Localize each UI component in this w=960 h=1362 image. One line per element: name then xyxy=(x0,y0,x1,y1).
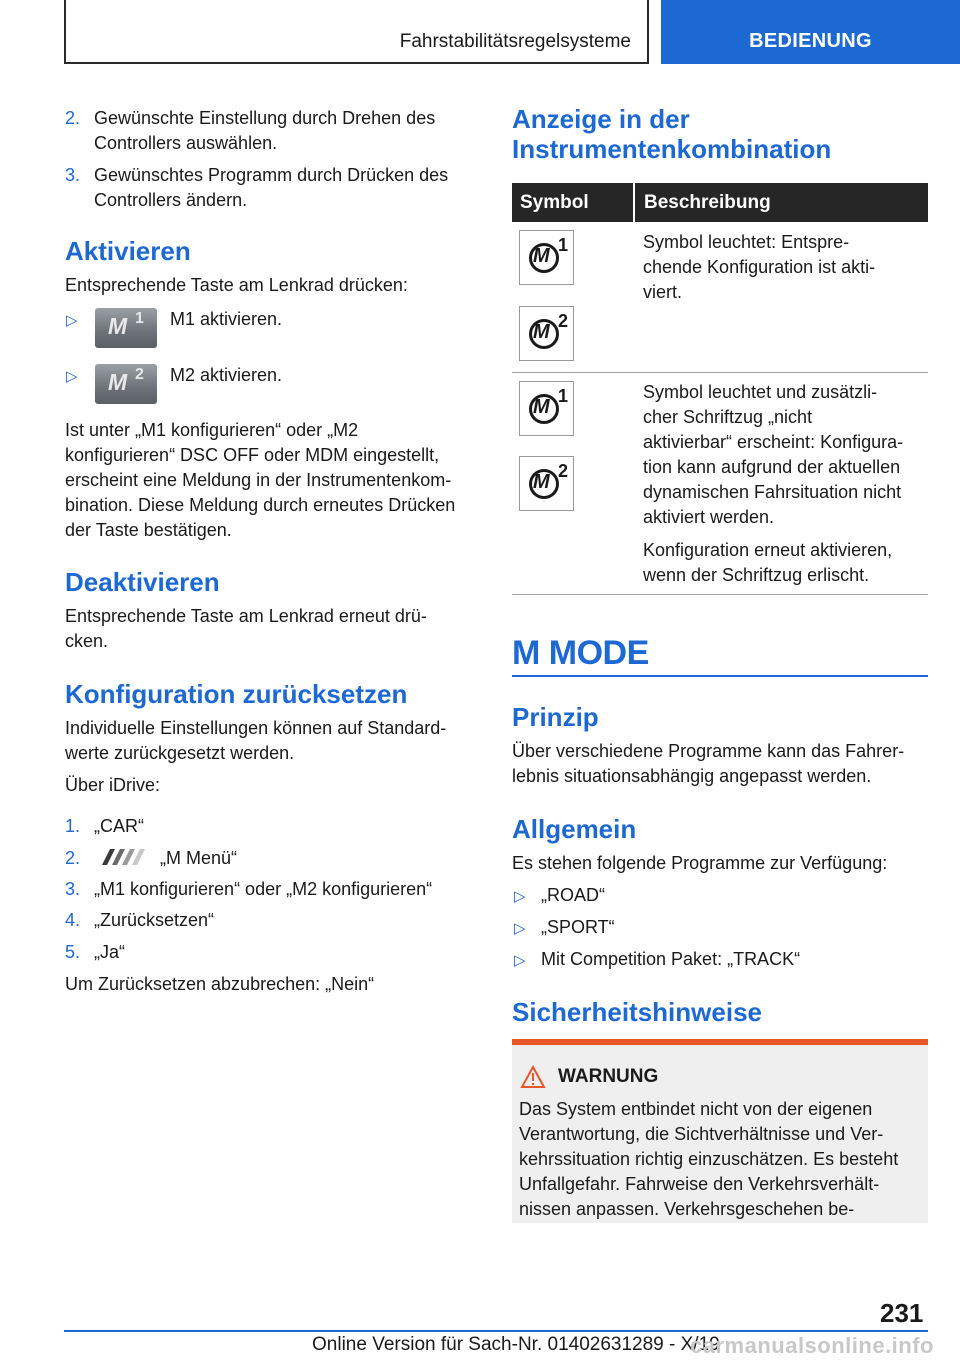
bullet-triangle-icon: ▷ xyxy=(66,312,78,329)
reset-text: Individuelle Einstellungen können auf Standard- werte zurückgesetzt werden. xyxy=(65,718,447,763)
display-title: Anzeige in der Instrumentenkombination xyxy=(512,104,832,164)
step-number: 2. xyxy=(65,108,81,128)
warning-label: WARNUNG xyxy=(558,1066,659,1087)
program-item: „ROAD“ xyxy=(541,885,605,905)
page-number: 231 xyxy=(880,1298,924,1328)
activate-intro: Entsprechende Taste am Lenkrad drücken: xyxy=(65,275,408,295)
reset-via: Über iDrive: xyxy=(65,775,161,795)
step-number: 1. xyxy=(65,816,81,836)
section-title-reset: Konfiguration zurücksetzen xyxy=(65,679,408,709)
header-section-title: Fahrstabilitätsregelsysteme xyxy=(399,31,631,52)
footer-online-version: Online Version für Sach-Nr. 01402631289 - X/19 xyxy=(312,1334,720,1355)
m1-display-icon: M 1 xyxy=(519,230,574,285)
warning-box xyxy=(512,1045,928,1223)
bullet-triangle-icon: ▷ xyxy=(514,888,526,905)
m1-display-icon: M 1 xyxy=(519,381,574,436)
warning-text: Das System entbindet nicht von der eigenen Verantwortung, die Sichtverhältnisse und Ver- kehrssituation richtig einzuschätzen. Es besteht Unfallgefahr. Fahrweise den Verkehrsverhält- nissen anpassen. Verkehrsgeschehen be- xyxy=(519,1099,899,1219)
warning-triangle-icon xyxy=(520,1065,546,1089)
table-row2-description-extra: Konfiguration erneut aktivieren, wenn der Schriftzug erlischt. xyxy=(643,540,893,585)
general-intro: Es stehen folgende Programme zur Verfügung: xyxy=(512,853,888,873)
m1-steering-button-icon: M 1 xyxy=(95,308,157,348)
step-number: 3. xyxy=(65,879,81,899)
activate-note: Ist unter „M1 konfigurieren“ oder „M2 konfigurieren“ DSC OFF oder MDM eingestellt, erscheint eine Meldung in der Instrumentenkom- bination. Diese Meldung durch erneutes Drücken der Taste bestätigen. xyxy=(65,420,456,540)
table-row1-description: Symbol leuchtet: Entspre- chende Konfiguration ist akti- viert. xyxy=(643,232,876,302)
footer-line xyxy=(64,1330,928,1332)
bullet-triangle-icon: ▷ xyxy=(66,368,78,385)
program-item: Mit Competition Paket: „TRACK“ xyxy=(541,949,801,969)
reset-step-text: „Zurücksetzen“ xyxy=(94,910,215,930)
general-title: Allgemein xyxy=(512,814,637,844)
step-text: Gewünschtes Programm durch Drücken des Controllers ändern. xyxy=(94,165,449,210)
mmode-title-underline xyxy=(512,675,928,677)
header-section-box xyxy=(64,0,649,64)
m1-activate-text: M1 aktivieren. xyxy=(170,309,283,329)
table-header-symbol: Symbol xyxy=(512,183,633,222)
reset-cancel-text: Um Zurücksetzen abzubrechen: „Nein“ xyxy=(65,974,375,994)
m2-activate-text: M2 aktivieren. xyxy=(170,365,283,385)
m2-display-icon: M 2 xyxy=(519,306,574,361)
reset-step-text: „Ja“ xyxy=(94,942,125,962)
section-title-deactivate: Deaktivieren xyxy=(65,567,220,597)
reset-step-text: „CAR“ xyxy=(94,816,144,836)
step-text: Gewünschte Einstellung durch Drehen des Controllers auswählen. xyxy=(94,108,436,153)
program-item: „SPORT“ xyxy=(541,917,615,937)
m2-steering-button-icon: M 2 xyxy=(95,364,157,404)
section-title-activate: Aktivieren xyxy=(65,236,191,266)
watermark: carmanualsonline.info xyxy=(690,1333,934,1358)
step-number: 2. xyxy=(65,848,81,868)
step-number: 4. xyxy=(65,910,81,930)
reset-step-text: „M Menü“ xyxy=(160,848,238,868)
principle-text: Über verschiedene Programme kann das Fahrer- lebnis situationsabhängig angepasst werden. xyxy=(512,741,905,786)
table-row2-description: Symbol leuchtet und zusätzli- cher Schriftzug „nicht aktivierbar“ erscheint: Konfigura- tion kann aufgrund der aktuellen dynamischen Fahrsituation nicht aktiviert werden. xyxy=(643,382,904,527)
m-menu-logo-icon xyxy=(98,848,150,866)
bullet-triangle-icon: ▷ xyxy=(514,952,526,969)
table-row-divider xyxy=(512,594,928,595)
principle-title: Prinzip xyxy=(512,702,599,732)
deactivate-text: Entsprechende Taste am Lenkrad erneut drü- cken. xyxy=(65,606,427,651)
header-chapter-tab xyxy=(661,0,960,64)
bullet-triangle-icon: ▷ xyxy=(514,920,526,937)
step-number: 3. xyxy=(65,165,81,185)
table-row-divider xyxy=(512,372,928,373)
table-header-description: Beschreibung xyxy=(635,183,928,222)
step-number: 5. xyxy=(65,942,81,962)
reset-step-text: „M1 konfigurieren“ oder „M2 konfigurieren“ xyxy=(94,879,433,899)
safety-title: Sicherheitshinweise xyxy=(512,997,762,1027)
mmode-title: M MODE xyxy=(512,634,649,672)
m2-display-icon: M 2 xyxy=(519,456,574,511)
header-chapter-title: BEDIENUNG xyxy=(749,30,872,52)
